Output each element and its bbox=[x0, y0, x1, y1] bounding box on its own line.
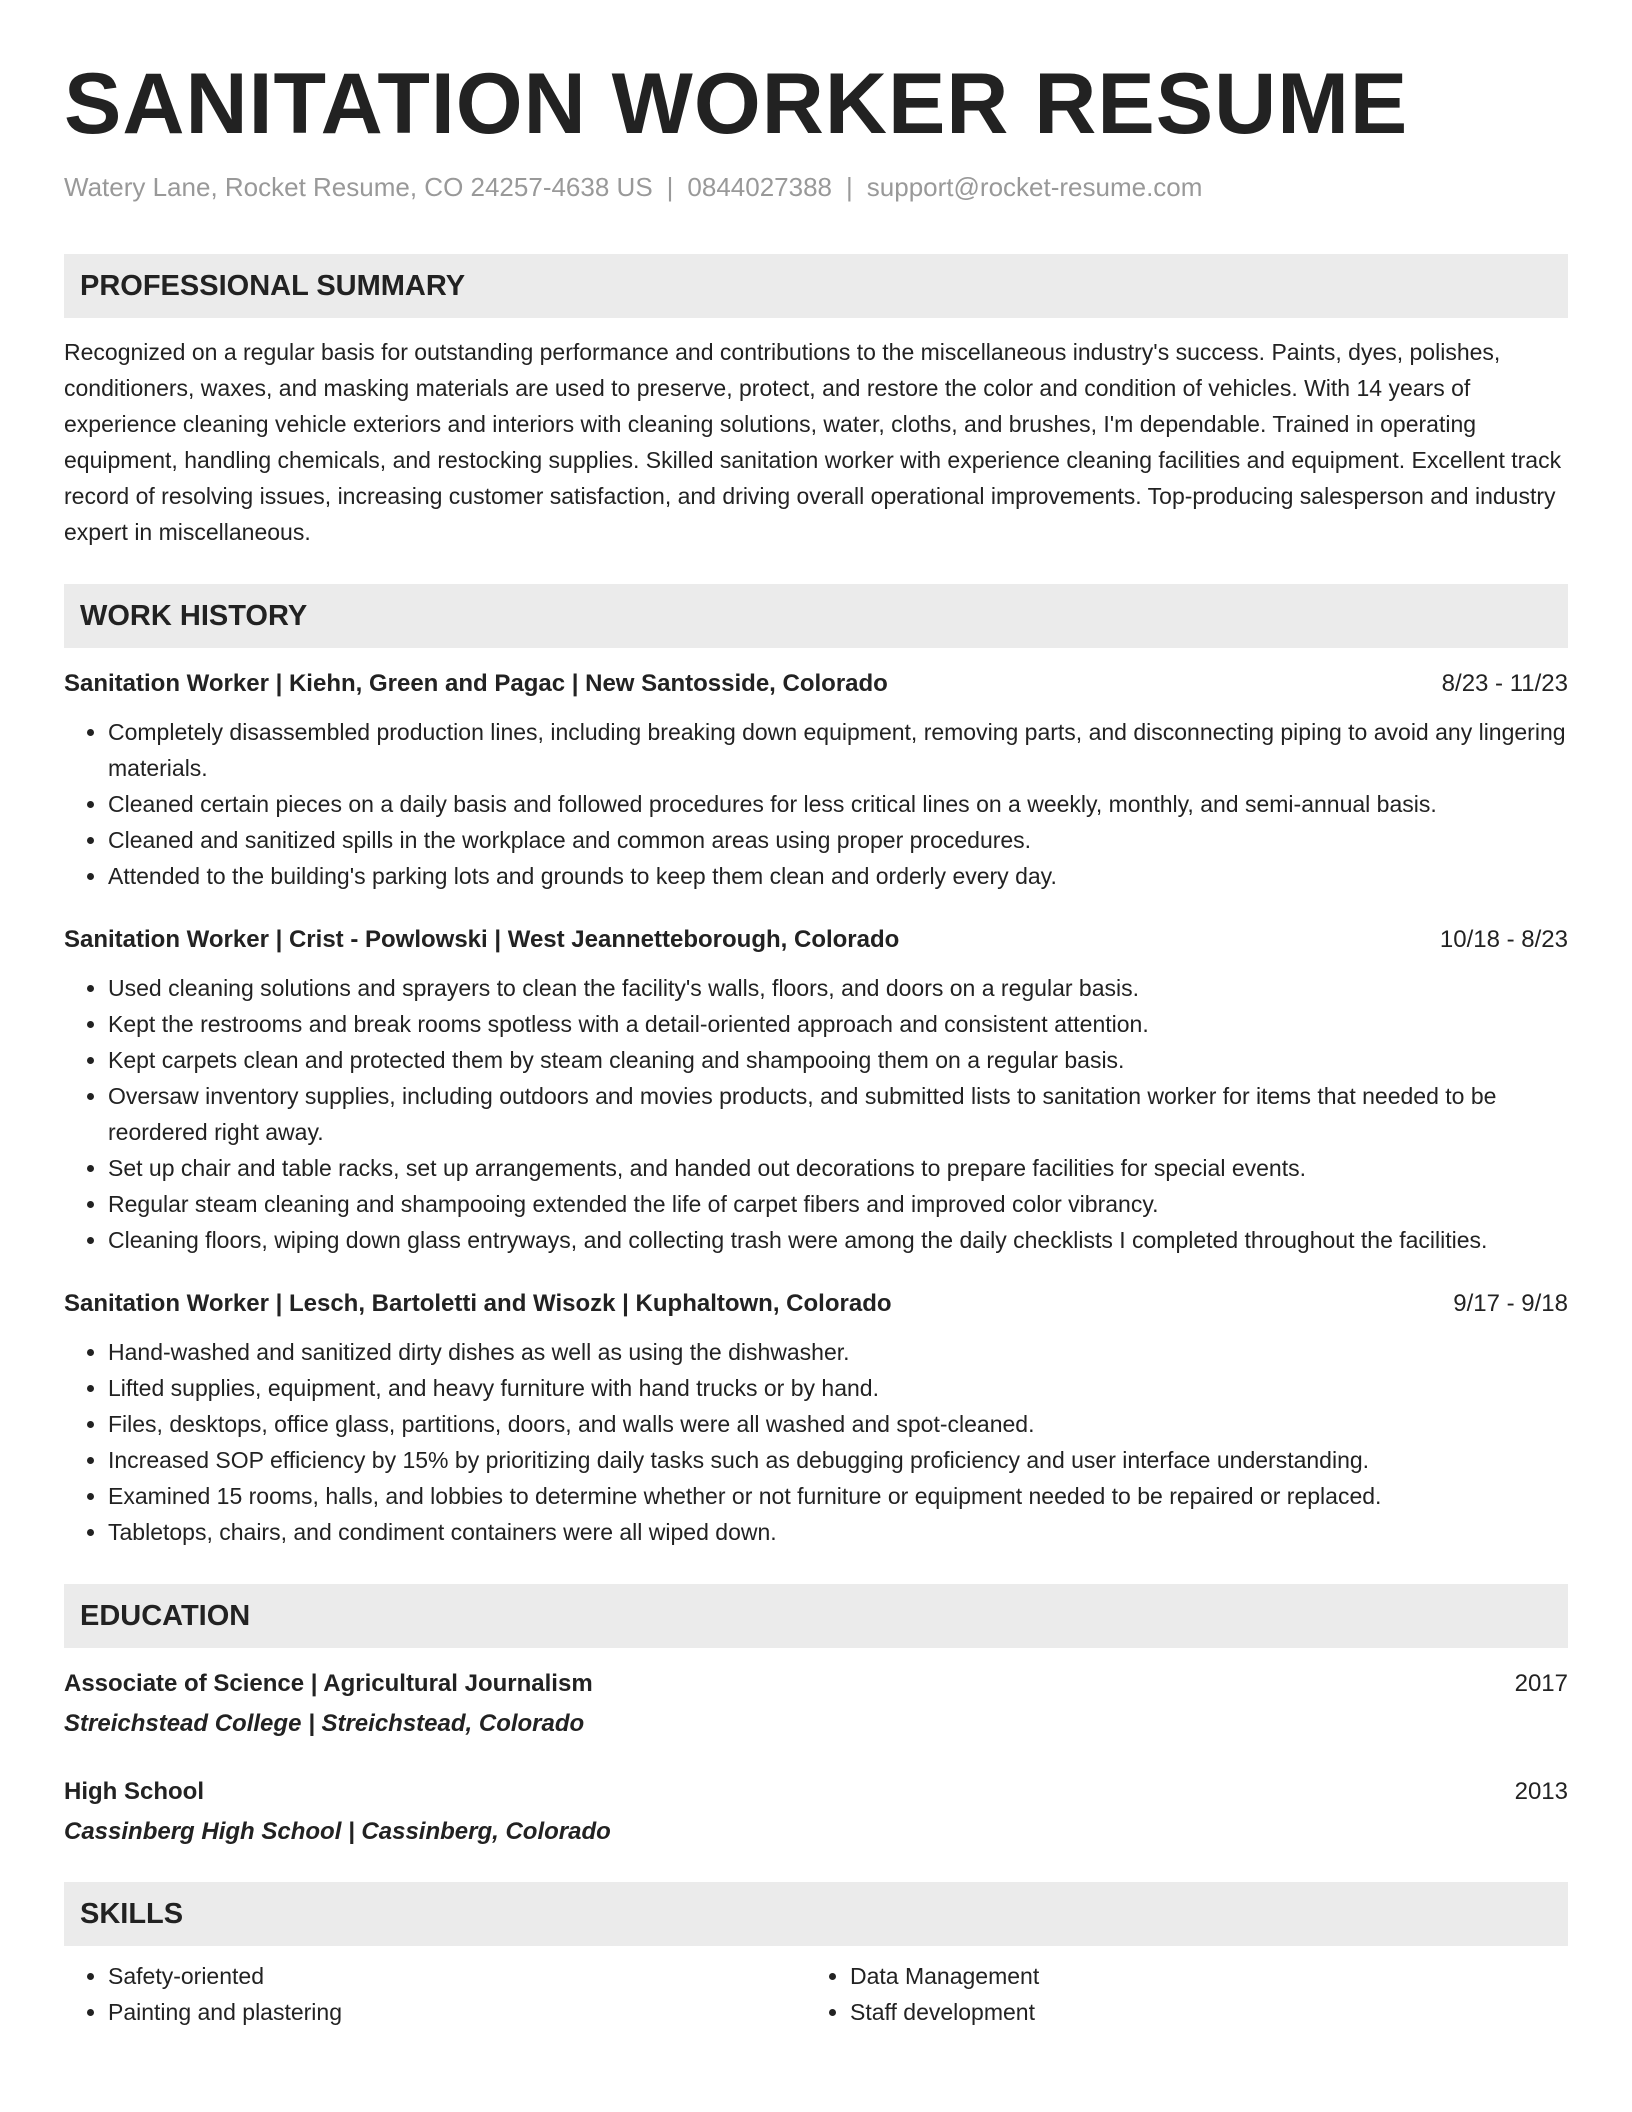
skill-item: • Safety-oriented bbox=[108, 1958, 806, 1994]
resume-title: SANITATION WORKER RESUME bbox=[64, 56, 1409, 152]
job-bullet: • Hand-washed and sanitized dirty dishes as well as using the dishwasher. bbox=[108, 1334, 1568, 1370]
summary-text: Recognized on a regular basis for outstanding performance and contributions to the miscellaneous industry's success. Paints, dyes, polishes, conditioners, waxes, and masking materials are used to preserve, protect, and restore the color and condition of vehicles. With 14 years of experience cleaning vehicle exteriors and interiors with cleaning solutions, water, cloths, and brushes, I'm dependable. Trained in operating equipment, handling chemicals, and restocking supplies. Skilled sanitation worker with experience cleaning facilities and equipment. Excellent track record of resolving issues, increasing customer satisfaction, and driving overall operational improvements. Top-producing salesperson and industry expert in miscellaneous. bbox=[64, 339, 1562, 545]
skills-column-left bbox=[64, 1958, 806, 2030]
job-bullet: • Set up chair and table racks, set up arrangements, and handed out decorations to prepare facilities for special events. bbox=[108, 1150, 1568, 1186]
job-bullet: • Completely disassembled production lines, including breaking down equipment, removing parts, and disconnecting piping to avoid any lingering materials. bbox=[108, 714, 1568, 786]
skills-column-right bbox=[806, 1958, 1548, 2030]
section-header-summary: PROFESSIONAL SUMMARY bbox=[64, 254, 1568, 318]
job-bullet: • Cleaning floors, wiping down glass entryways, and collecting trash were among the daily checklists I completed throughout the facilities. bbox=[108, 1222, 1568, 1258]
skill-item: • Staff development bbox=[850, 1994, 1548, 2030]
job-bullet: • Cleaned certain pieces on a daily basis and followed procedures for less critical lines on a weekly, monthly, and semi-annual basis. bbox=[108, 786, 1568, 822]
job-bullet: • Used cleaning solutions and sprayers to clean the facility's walls, floors, and doors on a regular basis. bbox=[108, 970, 1568, 1006]
job-header bbox=[64, 1288, 1568, 1320]
job-bullet: • Cleaned and sanitized spills in the workplace and common areas using proper procedures. bbox=[108, 822, 1568, 858]
contact-line bbox=[64, 170, 1568, 204]
education-header bbox=[64, 1668, 1568, 1700]
job-title: Sanitation Worker | Lesch, Bartoletti and Wisozk | Kuphaltown, Colorado bbox=[64, 1290, 892, 1317]
education-year: 2017 bbox=[1514, 1670, 1568, 1697]
skills-list bbox=[64, 1958, 1568, 2030]
education-entry bbox=[64, 1668, 1568, 1740]
skill-item: • Data Management bbox=[850, 1958, 1548, 1994]
job-bullet: • Regular steam cleaning and shampooing extended the life of carpet fibers and improved color vibrancy. bbox=[108, 1186, 1568, 1222]
resume-page bbox=[64, 56, 1568, 2030]
job-bullet: • Files, desktops, office glass, partitions, doors, and walls were all washed and spot-cleaned. bbox=[108, 1406, 1568, 1442]
job-entry bbox=[64, 1288, 1568, 1550]
job-dates: 10/18 - 8/23 bbox=[1439, 926, 1568, 953]
section-header-work-history: WORK HISTORY bbox=[64, 584, 1568, 648]
job-bullet: • Tabletops, chairs, and condiment containers were all wiped down. bbox=[108, 1514, 1568, 1550]
job-bullet: • Lifted supplies, equipment, and heavy furniture with hand trucks or by hand. bbox=[108, 1370, 1568, 1406]
education-school: Streichstead College | Streichstead, Colorado bbox=[64, 1710, 585, 1737]
section-header-education: EDUCATION bbox=[64, 1584, 1568, 1648]
job-bullets bbox=[64, 714, 1568, 894]
job-bullet: • Oversaw inventory supplies, including outdoors and movies products, and submitted lists to sanitation worker for items that needed to be reordered right away. bbox=[108, 1078, 1568, 1150]
job-bullet: • Increased SOP efficiency by 15% by prioritizing daily tasks such as debugging proficiency and user interface understanding. bbox=[108, 1442, 1568, 1478]
education-degree: Associate of Science | Agricultural Journalism bbox=[64, 1670, 593, 1697]
job-bullet: • Examined 15 rooms, halls, and lobbies to determine whether or not furniture or equipment needed to be repaired or replaced. bbox=[108, 1478, 1568, 1514]
section-header-skills: SKILLS bbox=[64, 1882, 1568, 1946]
education-school: Cassinberg High School | Cassinberg, Colorado bbox=[64, 1818, 611, 1845]
job-bullets bbox=[64, 1334, 1568, 1550]
job-entry bbox=[64, 668, 1568, 894]
job-dates: 8/23 - 11/23 bbox=[1441, 670, 1568, 697]
job-header bbox=[64, 924, 1568, 956]
contact-address: Watery Lane, Rocket Resume, CO 24257-4638 US bbox=[64, 172, 653, 202]
job-title: Sanitation Worker | Kiehn, Green and Pagac | New Santosside, Colorado bbox=[64, 670, 888, 697]
contact-separator: | bbox=[666, 172, 674, 202]
education-entry bbox=[64, 1776, 1568, 1848]
job-dates: 9/17 - 9/18 bbox=[1453, 1290, 1568, 1317]
job-bullets bbox=[64, 970, 1568, 1258]
skill-item: • Painting and plastering bbox=[108, 1994, 806, 2030]
job-bullet: • Kept the restrooms and break rooms spotless with a detail-oriented approach and consistent attention. bbox=[108, 1006, 1568, 1042]
education-header bbox=[64, 1776, 1568, 1808]
education-year: 2013 bbox=[1514, 1778, 1568, 1805]
job-entry bbox=[64, 924, 1568, 1258]
job-bullet: • Kept carpets clean and protected them by steam cleaning and shampooing them on a regular basis. bbox=[108, 1042, 1568, 1078]
job-bullet: • Attended to the building's parking lots and grounds to keep them clean and orderly every day. bbox=[108, 858, 1568, 894]
contact-separator: | bbox=[846, 172, 853, 202]
education-degree: High School bbox=[64, 1778, 204, 1805]
job-title: Sanitation Worker | Crist - Powlowski | West Jeannetteborough, Colorado bbox=[64, 926, 900, 953]
contact-email: support@rocket-resume.com bbox=[866, 172, 1203, 202]
contact-phone: 0844027388 bbox=[687, 172, 833, 202]
job-header bbox=[64, 668, 1568, 700]
